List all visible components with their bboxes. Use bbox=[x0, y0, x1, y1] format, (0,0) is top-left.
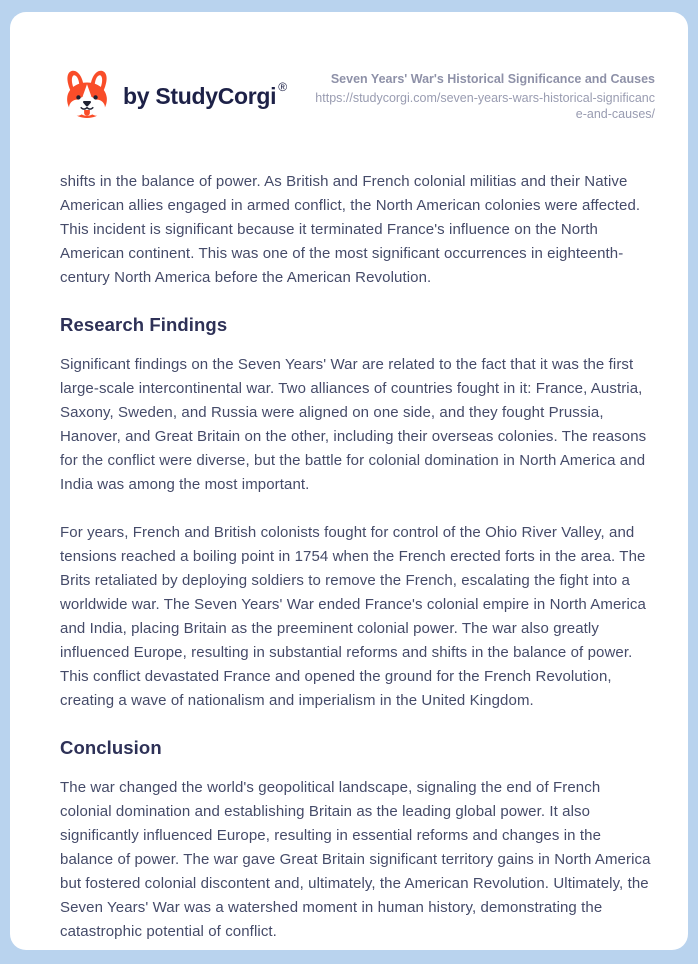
conclusion-paragraph: The war changed the world's geopolitical landscape, signaling the end of French colonial domination and establishing Britain as the leading global power. It also significantly influenced Europe, resulting in essential reforms and changes in the balance of power. The war gave Great Britain significant territory gains in North America but fostered colonial discontent and, ultimately, the American Revolution. Ultimately, the Seven Years' War was a watershed moment in human history, demonstrating the catastrophic potential of conflict. bbox=[60, 779, 651, 940]
document-header bbox=[60, 68, 655, 124]
corgi-logo-icon bbox=[60, 68, 114, 124]
research-findings-paragraph-1: Significant findings on the Seven Years' War are related to the fact that it was the first large-scale intercontinental war. Two alliances of countries fought in it: France, Austria, Saxony, Sweden, and Russia were aligned on one side, and they fought Prussia, Hanover, and Great Britain on the other, including their overseas colonies. The reasons for the conflict were diverse, but the battle for colonial domination in North America and India was among the most important. bbox=[60, 356, 647, 493]
research-findings-paragraph-2: For years, French and British colonists fought for control of the Ohio River Valley, and tensions reached a boiling point in 1754 when the French erected forts in the area. The Brits retaliated by deploying soldiers to remove the French, escalating the fight into a worldwide war. The Seven Years' War ended France's colonial empire in North America and India, placing Britain as the preeminent colonial power. The war also greatly influenced Europe, resulting in substantial reforms and shifts in the balance of power. This conflict devastated France and opened the ground for the French Revolution, creating a wave of nationalism and imperialism in the United Kingdom. bbox=[60, 524, 646, 709]
document-title: Seven Years' War's Historical Significance and Causes bbox=[330, 71, 655, 86]
brand-name: by StudyCorgi ® bbox=[123, 79, 287, 109]
document-meta bbox=[315, 71, 655, 122]
article-body bbox=[60, 170, 655, 944]
section-heading-conclusion: Conclusion bbox=[60, 737, 162, 758]
document-card bbox=[10, 12, 688, 950]
studycorgi-logo bbox=[60, 68, 287, 124]
section-heading-research-findings: Research Findings bbox=[60, 314, 228, 335]
intro-paragraph: shifts in the balance of power. As British and French colonial militias and their Native American allies engaged in armed conflict, the North American colonies were affected. This incident is significant because it terminated France's influence on the North American continent. This was one of the most significant occurrences in eighteenth-century North America before the American Revolution. bbox=[60, 173, 641, 286]
registered-trademark: ® bbox=[278, 79, 287, 94]
document-url-link[interactable]: https://studycorgi.com/seven-years-wars-historical-significance-and-causes/ bbox=[315, 90, 655, 121]
